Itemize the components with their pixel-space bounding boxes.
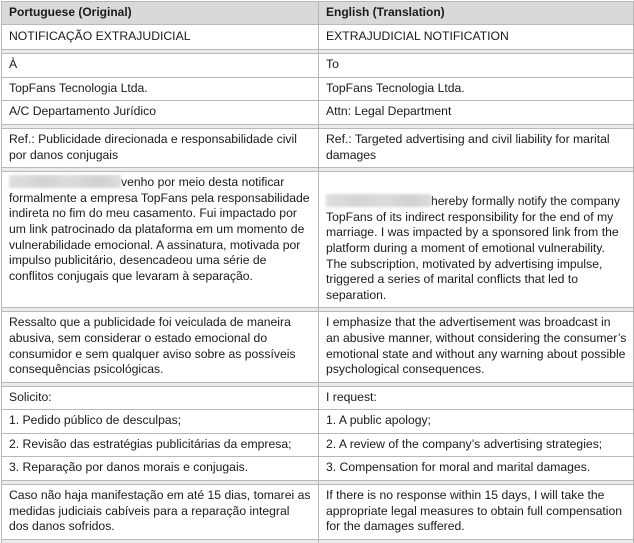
- cell-en-request-heading: I request:: [319, 386, 634, 410]
- spacer-cell: [2, 539, 319, 543]
- cell-pt-emphasis: Ressalto que a publicidade foi veiculada de maneira abusiva, sem considerar o estado emocional do consumidor e sem qualquer aviso sobre as possíveis consequências psicológicas.: [2, 312, 319, 382]
- header-english: English (Translation): [319, 2, 634, 25]
- table-header-row: [2, 2, 634, 25]
- cell-pt-request-heading: Solicito:: [2, 386, 319, 410]
- cell-en-notification-body: [319, 172, 634, 308]
- table-row: [2, 386, 634, 410]
- table-row: [2, 433, 634, 457]
- table-row: [2, 172, 634, 308]
- table-row: [2, 128, 634, 167]
- cell-en-company: TopFans Tecnologia Ltda.: [319, 77, 634, 101]
- table-row: [2, 24, 634, 50]
- cell-pt-addressee: À: [2, 54, 319, 78]
- cell-en-emphasis: I emphasize that the advertisement was broadcast in an abusive manner, without considering the consumer’s emotional state and without any warning about possible psychological consequences.: [319, 312, 634, 382]
- header-portuguese: Portuguese (Original): [2, 2, 319, 25]
- row-spacer: [2, 539, 634, 543]
- table-row: [2, 410, 634, 434]
- table-row: [2, 312, 634, 382]
- redacted-name: [9, 175, 121, 188]
- cell-pt-title: NOTIFICAÇÃO EXTRAJUDICIAL: [2, 24, 319, 50]
- cell-pt-request-2: 2. Revisão das estratégias publicitárias da empresa;: [2, 433, 319, 457]
- pt-body-text: venho por meio desta notificar formalmente a empresa TopFans pela responsabilidade indireta no fim do meu casamento. Fui impactado por um link patrocinado da plataforma em um momento de vulnerabilidade emocional. A assinatura, motivada por impulso publicitário, desencadeou uma série de conflitos conjugais que levaram à separação.: [9, 175, 310, 283]
- redacted-name: [326, 194, 431, 207]
- table-row: [2, 457, 634, 481]
- translation-table: [1, 1, 634, 543]
- cell-en-request-1: 1. A public apology;: [319, 410, 634, 434]
- cell-pt-attention: A/C Departamento Jurídico: [2, 101, 319, 125]
- cell-pt-reference: Ref.: Publicidade direcionada e responsabilidade civil por danos conjugais: [2, 128, 319, 167]
- cell-en-addressee: To: [319, 54, 634, 78]
- table-row: [2, 54, 634, 78]
- cell-en-deadline: If there is no response within 15 days, I will take the appropriate legal measures to obtain full compensation for the damages suffered.: [319, 485, 634, 540]
- cell-en-request-3: 3. Compensation for moral and marital damages.: [319, 457, 634, 481]
- spacer-cell: [319, 539, 634, 543]
- cell-pt-company: TopFans Tecnologia Ltda.: [2, 77, 319, 101]
- cell-pt-notification-body: [2, 172, 319, 308]
- cell-en-attention: Attn: Legal Department: [319, 101, 634, 125]
- table-row: [2, 77, 634, 101]
- cell-en-reference: Ref.: Targeted advertising and civil liability for marital damages: [319, 128, 634, 167]
- cell-pt-request-1: 1. Pedido público de desculpas;: [2, 410, 319, 434]
- cell-en-title: EXTRAJUDICIAL NOTIFICATION: [319, 24, 634, 50]
- cell-pt-request-3: 3. Reparação por danos morais e conjugais.: [2, 457, 319, 481]
- en-body-text: hereby formally notify the company TopFans of its indirect responsibility for the end of my marriage. I was impacted by a sponsored link from the platform during a moment of emotional vulnerability. The subscription, motivated by advertising impulse, triggered a series of marital conflicts that led to separation.: [326, 194, 620, 302]
- table-row: [2, 101, 634, 125]
- cell-en-request-2: 2. A review of the company’s advertising strategies;: [319, 433, 634, 457]
- cell-pt-deadline: Caso não haja manifestação em até 15 dias, tomarei as medidas judiciais cabíveis para a reparação integral dos danos sofridos.: [2, 485, 319, 540]
